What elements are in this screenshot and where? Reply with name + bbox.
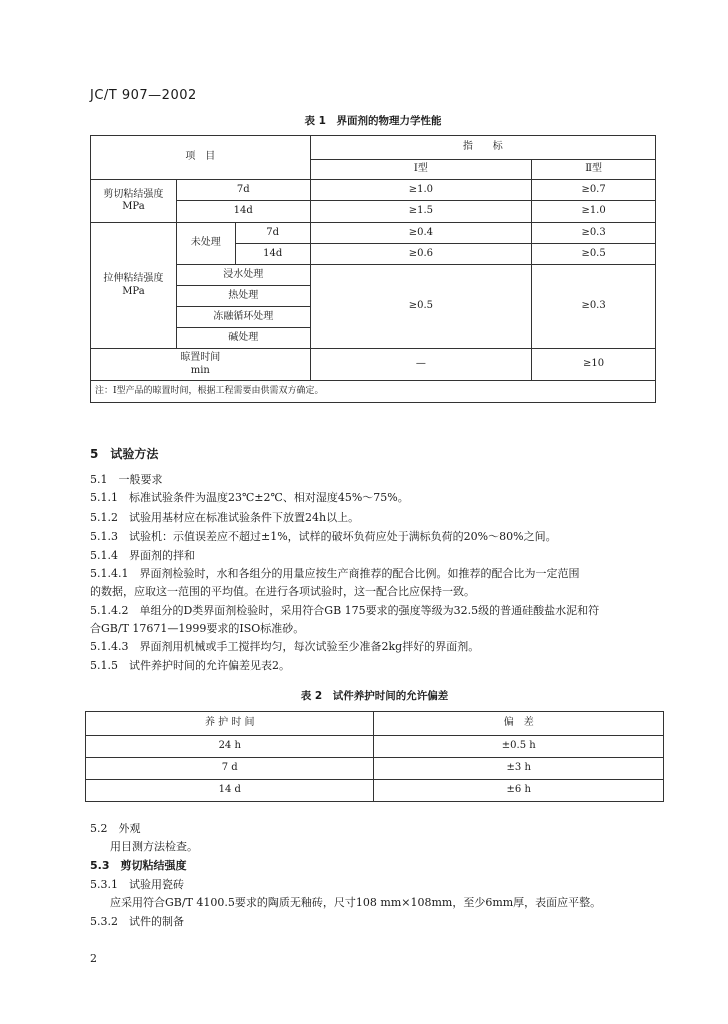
table-row-time: 24 h xyxy=(86,736,374,758)
table-row-time: 7 d xyxy=(86,758,374,780)
tensile-7d: 7d xyxy=(235,223,310,244)
clause-5-3: 5.3 剪切粘结强度 xyxy=(90,859,187,872)
col-type1-header: Ⅰ型 xyxy=(310,160,532,180)
shear-14d-type2: ≥1.0 xyxy=(532,201,656,223)
col-item-header: 项 目 xyxy=(91,136,311,180)
clause-5-1-3: 5.1.3 试验机：示值误差应不超过±1%，试样的破坏负荷应处于满标负荷的20%～80%之间。 xyxy=(90,530,557,543)
clause-5-1-1: 5.1.1 标准试验条件为温度23℃±2℃、相对湿度45%～75%。 xyxy=(90,491,409,504)
clause-5-3-1: 5.3.1 试验用瓷砖 xyxy=(90,878,184,891)
clause-5-1-4-1: 5.1.4.1 界面剂检验时，水和各组分的用量应按生产商推荐的配合比例。如推荐的配合比为一定范围 xyxy=(90,567,580,580)
shear-7d-type1: ≥1.0 xyxy=(310,180,532,201)
table1-caption: 表 1 界面剂的物理力学性能 xyxy=(304,115,442,127)
document-code: JC/T 907—2002 xyxy=(90,88,197,103)
shear-7d-type2: ≥0.7 xyxy=(532,180,656,201)
clause-5-1: 5.1 一般要求 xyxy=(90,473,163,486)
clause-5-1-4-2-cont: 合GB/T 17671—1999要求的ISO标准砂。 xyxy=(90,622,305,635)
table-row-deviation: ±3 h xyxy=(374,758,664,780)
col-type2-header: Ⅱ型 xyxy=(532,160,656,180)
table2-col-time: 养 护 时 间 xyxy=(86,712,374,736)
table-row-deviation: ±6 h xyxy=(374,780,664,802)
col-index-header: 指 标 xyxy=(310,136,655,160)
clause-5-1-4-2: 5.1.4.2 单组分的D类界面剂检验时，采用符合GB 175要求的强度等级为32.5级的普通硅酸盐水泥和符 xyxy=(90,604,600,617)
clause-5-2-text: 用目测方法检查。 xyxy=(110,840,198,853)
heat-treatment: 热处理 xyxy=(176,286,310,307)
table2-col-deviation: 偏 差 xyxy=(374,712,664,736)
clause-5-3-1-text: 应采用符合GB/T 4100.5要求的陶质无釉砖，尺寸108 mm×108mm，至少6mm厚，表面应平整。 xyxy=(110,896,602,909)
shear-label: 剪切粘结强度 MPa xyxy=(91,180,177,223)
untreated-7d-type1: ≥0.4 xyxy=(310,223,532,244)
untreated-label: 未处理 xyxy=(176,223,235,265)
table2 xyxy=(85,711,664,802)
shear-14d: 14d xyxy=(176,201,310,223)
tensile-label: 拉伸粘结强度 MPa xyxy=(91,223,177,349)
treated-type1: ≥0.5 xyxy=(310,265,532,349)
shear-14d-type1: ≥1.5 xyxy=(310,201,532,223)
clause-5-2: 5.2 外观 xyxy=(90,822,141,835)
table1-note: 注：Ⅰ型产品的晾置时间，根据工程需要由供需双方确定。 xyxy=(91,381,656,403)
table1 xyxy=(90,135,656,403)
airing-type2: ≥10 xyxy=(532,349,656,381)
freeze-thaw-treatment: 冻融循环处理 xyxy=(176,307,310,328)
table2-caption: 表 2 试件养护时间的允许偏差 xyxy=(300,690,449,702)
clause-5-1-2: 5.1.2 试验用基材应在标准试验条件下放置24h以上。 xyxy=(90,511,360,524)
table-row-time: 14 d xyxy=(86,780,374,802)
clause-5-1-5: 5.1.5 试件养护时间的允许偏差见表2。 xyxy=(90,659,290,672)
clause-5-1-4: 5.1.4 界面剂的拌和 xyxy=(90,549,195,562)
airing-type1: — xyxy=(310,349,532,381)
untreated-14d-type1: ≥0.6 xyxy=(310,244,532,265)
untreated-7d-type2: ≥0.3 xyxy=(532,223,656,244)
airing-time-label: 晾置时间 min xyxy=(91,349,311,381)
clause-5-1-4-1-cont: 的数据，应取这一范围的平均值。在进行各项试验时，这一配合比应保持一致。 xyxy=(90,585,475,598)
clause-5-1-4-3: 5.1.4.3 界面剂用机械或手工搅拌均匀，每次试验至少准备2kg拌好的界面剂。 xyxy=(90,640,480,653)
table-row-deviation: ±0.5 h xyxy=(374,736,664,758)
alkali-treatment: 碱处理 xyxy=(176,328,310,349)
page-number: 2 xyxy=(90,952,97,965)
shear-7d: 7d xyxy=(176,180,310,201)
section5-title: 5 试验方法 xyxy=(90,447,159,461)
tensile-14d: 14d xyxy=(235,244,310,265)
clause-5-3-2: 5.3.2 试件的制备 xyxy=(90,915,184,928)
water-treatment: 浸水处理 xyxy=(176,265,310,286)
untreated-14d-type2: ≥0.5 xyxy=(532,244,656,265)
treated-type2: ≥0.3 xyxy=(532,265,656,349)
